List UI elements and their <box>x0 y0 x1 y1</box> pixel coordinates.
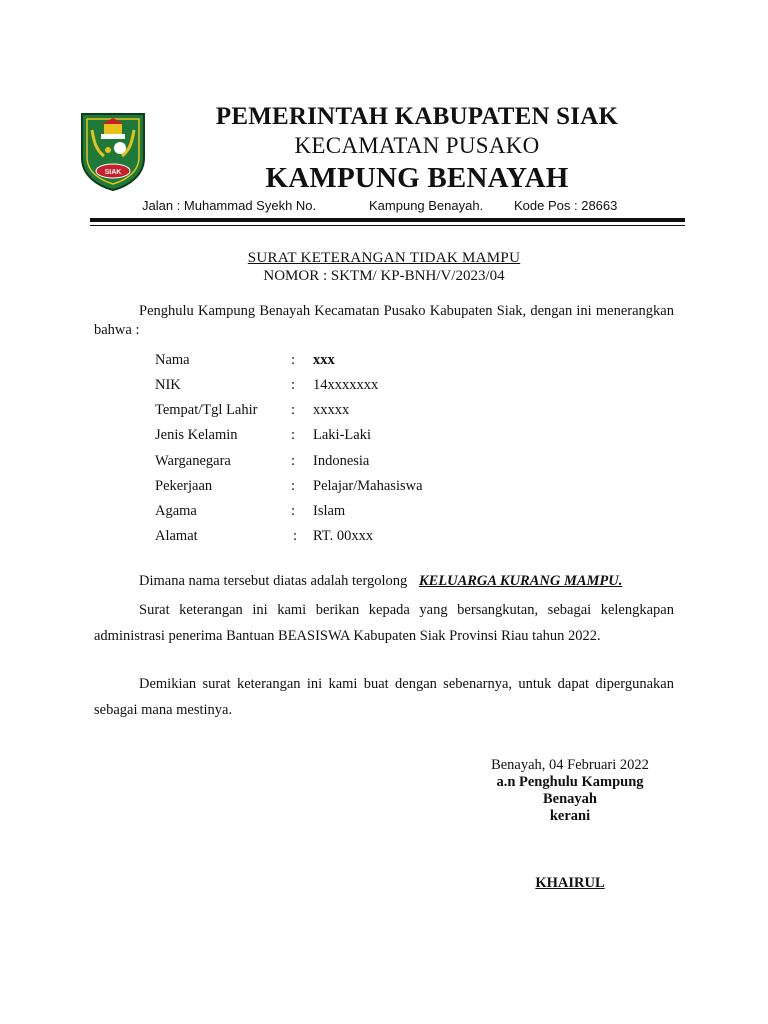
field-value: Islam <box>313 503 346 519</box>
district-title: KECAMATAN PUSAKO <box>294 133 540 158</box>
field-separator: : <box>291 352 296 368</box>
field-value: Indonesia <box>313 453 370 469</box>
signatory-name: KHAIRUL <box>535 875 605 891</box>
statement-prefix: Dimana nama tersebut diatas adalah tergolong <box>139 573 408 589</box>
field-separator: : <box>291 453 296 469</box>
field-separator: : <box>291 377 296 393</box>
field-label: Alamat <box>155 528 198 544</box>
field-label: Nama <box>155 352 190 368</box>
signature-place-date: Benayah, 04 Februari 2022 <box>491 757 649 773</box>
address-postal-code: Kode Pos : 28663 <box>514 198 618 213</box>
field-separator: : <box>291 402 296 418</box>
statement-line <box>139 573 622 590</box>
address-street: Jalan : Muhammad Syekh No. <box>142 198 317 213</box>
letterhead-rule-thick <box>90 218 685 222</box>
field-separator: : <box>291 478 296 494</box>
field-label: Pekerjaan <box>155 478 213 494</box>
field-separator: : <box>293 528 298 544</box>
letter-number: NOMOR : SKTM/ KP-BNH/V/2023/04 <box>263 268 505 284</box>
siak-regency-logo-icon <box>78 110 148 192</box>
field-value: xxx <box>313 352 335 368</box>
letter-title: SURAT KETERANGAN TIDAK MAMPU <box>247 250 521 266</box>
government-title: PEMERINTAH KABUPATEN SIAK <box>215 103 619 130</box>
statement-emphasis: KELUARGA KURANG MAMPU. <box>418 573 623 589</box>
field-label: Jenis Kelamin <box>155 427 238 443</box>
field-value: xxxxx <box>313 402 350 418</box>
field-value: Pelajar/Mahasiswa <box>313 478 423 494</box>
logo-text: SIAK <box>104 169 122 176</box>
signature-on-behalf: a.n Penghulu Kampung <box>496 774 644 790</box>
field-label: Agama <box>155 503 197 519</box>
signature-role: kerani <box>549 808 591 824</box>
village-title: KAMPUNG BENAYAH <box>265 162 569 194</box>
letterhead-rule-thin <box>90 225 685 226</box>
field-label: Warganegara <box>155 453 231 469</box>
field-label: NIK <box>155 377 181 393</box>
field-value: RT. 00xxx <box>313 528 374 544</box>
field-value: 14xxxxxxx <box>313 377 379 393</box>
field-value: Laki-Laki <box>313 427 371 443</box>
closing-paragraph: Demikian surat keterangan ini kami buat dengan sebenarnya, untuk dapat dipergunakan sebagai mana mestinya. <box>94 676 674 718</box>
field-separator: : <box>291 427 296 443</box>
address-village: Kampung Benayah. <box>369 198 484 213</box>
intro-paragraph: Penghulu Kampung Benayah Kecamatan Pusako Kabupaten Siak, dengan ini menerangkan bahwa : <box>94 303 674 338</box>
signature-village: Benayah <box>543 791 597 807</box>
field-label: Tempat/Tgl Lahir <box>155 402 258 418</box>
purpose-paragraph: Surat keterangan ini kami berikan kepada yang bersangkutan, sebagai kelengkapan administrasi penerima Bantuan BEASISWA Kabupaten Siak Provinsi Riau tahun 2022. <box>94 602 674 644</box>
field-separator: : <box>291 503 296 519</box>
